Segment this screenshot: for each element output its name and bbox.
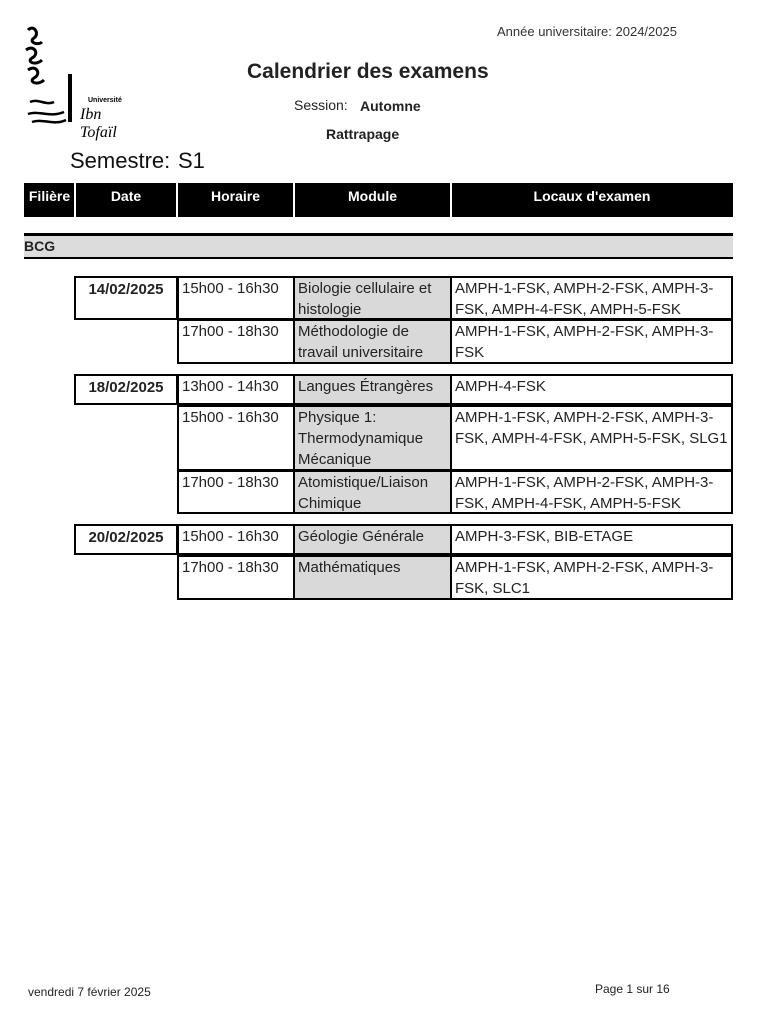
university-logo bbox=[20, 22, 130, 141]
exam-module-cell: Méthodologie de travail universitaire bbox=[293, 319, 452, 364]
header-divider bbox=[450, 183, 452, 217]
header-horaire: Horaire bbox=[177, 183, 294, 217]
academic-year: Année universitaire: 2024/2025 bbox=[497, 24, 677, 39]
exam-locaux-cell: AMPH-1-FSK, AMPH-2-FSK, AMPH-3-FSK, SLC1 bbox=[450, 555, 733, 600]
logo-name: Ibn Tofaïl bbox=[80, 106, 117, 141]
footer-date: vendredi 7 février 2025 bbox=[28, 985, 151, 999]
footer-page-number: Page 1 sur 16 bbox=[595, 982, 670, 996]
session-label: Session: bbox=[294, 97, 348, 113]
exam-horaire-cell: 17h00 - 18h30 bbox=[177, 470, 295, 514]
filiere-label: BCG bbox=[24, 238, 56, 254]
exam-date-cell: 14/02/2025 bbox=[74, 276, 178, 320]
header-divider bbox=[74, 183, 76, 217]
exam-module-cell: Langues Étrangères bbox=[293, 374, 452, 405]
session-value: Automne bbox=[360, 98, 421, 114]
header-divider bbox=[293, 183, 295, 217]
header-locaux: Locaux d'examen bbox=[451, 183, 733, 217]
exam-locaux-cell: AMPH-3-FSK, BIB-ETAGE bbox=[450, 524, 733, 555]
exam-horaire-cell: 15h00 - 16h30 bbox=[177, 405, 295, 471]
exam-module-cell: Biologie cellulaire et histologie bbox=[293, 276, 452, 320]
exam-locaux-cell: AMPH-1-FSK, AMPH-2-FSK, AMPH-3-FSK, AMPH-4-FSK, AMPH-5-FSK, SLG1 bbox=[450, 405, 733, 471]
exam-locaux-cell: AMPH-1-FSK, AMPH-2-FSK, AMPH-3-FSK bbox=[450, 319, 733, 364]
filiere-band bbox=[24, 233, 733, 259]
exam-date-cell: 20/02/2025 bbox=[74, 524, 178, 555]
exam-horaire-cell: 17h00 - 18h30 bbox=[177, 319, 295, 364]
exam-horaire-cell: 13h00 - 14h30 bbox=[177, 374, 295, 405]
exam-locaux-cell: AMPH-1-FSK, AMPH-2-FSK, AMPH-3-FSK, AMPH-4-FSK, AMPH-5-FSK bbox=[450, 276, 733, 320]
exam-module-cell: Géologie Générale bbox=[293, 524, 452, 555]
exam-module-cell: Atomistique/Liaison Chimique bbox=[293, 470, 452, 514]
header-filiere: Filière bbox=[24, 183, 75, 217]
semestre-value: S1 bbox=[178, 148, 205, 173]
exam-horaire-cell: 17h00 - 18h30 bbox=[177, 555, 295, 600]
exam-date-cell: 18/02/2025 bbox=[74, 374, 178, 405]
page-title: Calendrier des examens bbox=[247, 60, 489, 83]
exam-module-cell: Mathématiques bbox=[293, 555, 452, 600]
header-divider bbox=[176, 183, 178, 217]
logo-university-label: Université bbox=[88, 97, 122, 104]
exam-module-cell: Physique 1: Thermodynamique Mécanique bbox=[293, 405, 452, 471]
exam-horaire-cell: 15h00 - 16h30 bbox=[177, 524, 295, 555]
semestre-label: Semestre: bbox=[70, 148, 171, 173]
header-date: Date bbox=[75, 183, 177, 217]
exam-locaux-cell: AMPH-1-FSK, AMPH-2-FSK, AMPH-3-FSK, AMPH-4-FSK, AMPH-5-FSK bbox=[450, 470, 733, 514]
session-type: Rattrapage bbox=[326, 126, 400, 142]
exam-locaux-cell: AMPH-4-FSK bbox=[450, 374, 733, 405]
exam-horaire-cell: 15h00 - 16h30 bbox=[177, 276, 295, 320]
header-module: Module bbox=[294, 183, 451, 217]
